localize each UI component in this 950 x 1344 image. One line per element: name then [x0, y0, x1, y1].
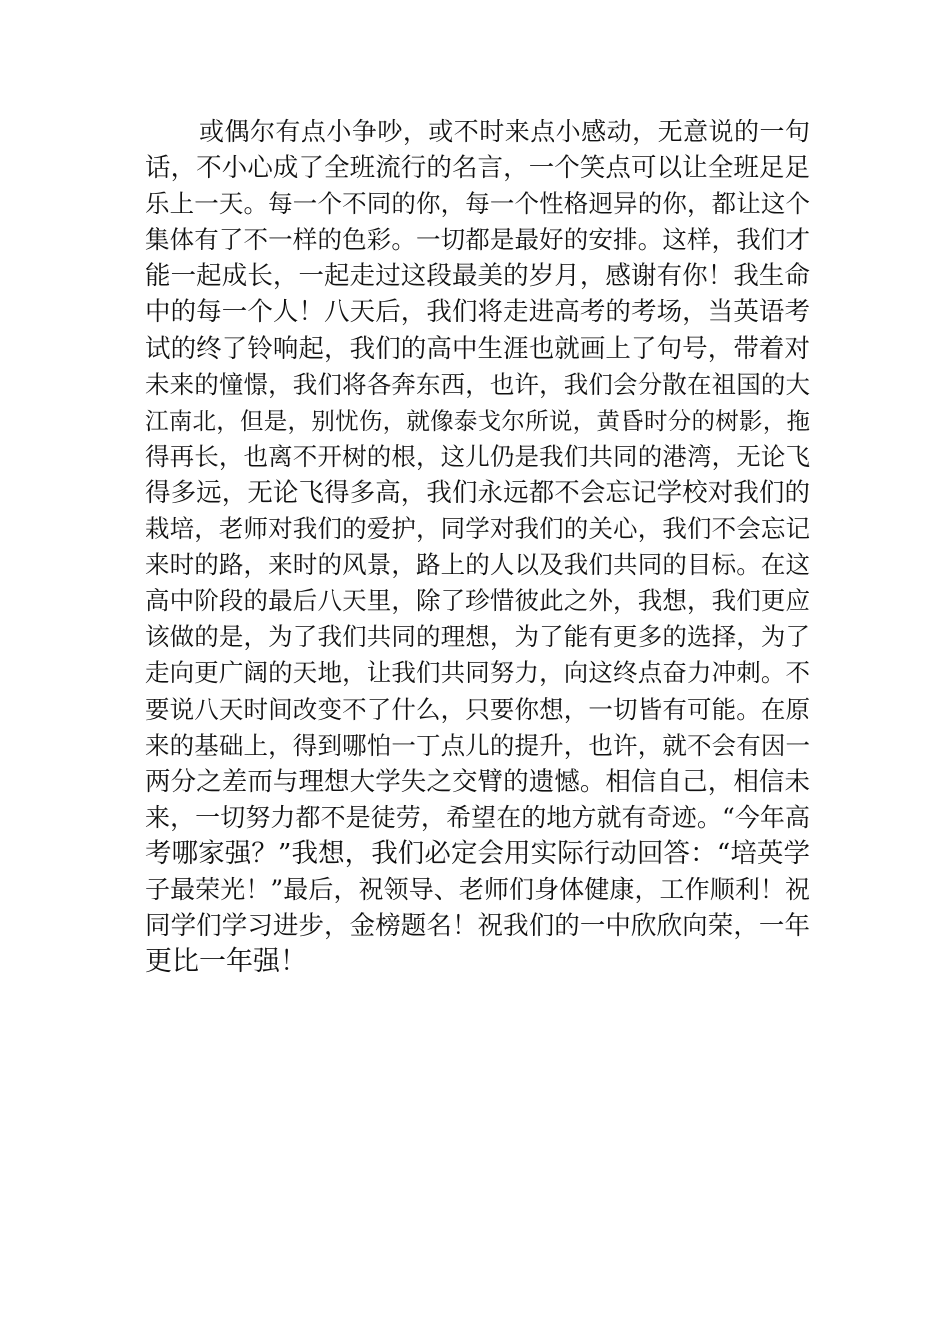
text-line: 或偶尔有点小争吵，或不时来点小感动，无意说的一句	[199, 117, 810, 146]
text-line: 该做的是，为了我们共同的理想，为了能有更多的选择，为了	[145, 622, 810, 652]
text-line: 走向更广阔的天地，让我们共同努力，向这终点奋力冲刺。不	[145, 658, 810, 688]
body-paragraph	[145, 114, 810, 980]
text-line: 乐上一天。每一个不同的你，每一个性格迥异的你，都让这个	[145, 189, 810, 219]
text-line: 更比一年强！	[145, 946, 307, 978]
text-line: 来的基础上，得到哪怕一丁点儿的提升，也许，就不会有因一	[145, 730, 810, 760]
text-line: 江南北，但是，别忧伤，就像泰戈尔所说，黄昏时分的树影，拖	[145, 406, 810, 435]
text-line: 未来的憧憬，我们将各奔东西，也许，我们会分散在祖国的大	[145, 369, 810, 399]
text-line: 两分之差而与理想大学失之交臂的遗憾。相信自己，相信未	[145, 766, 810, 797]
text-line: 子最荣光！”最后，祝领导、老师们身体健康，工作顺利！祝	[145, 874, 810, 904]
text-line: 能一起成长，一起走过这段最美的岁月，感谢有你！我生命	[145, 261, 810, 292]
text-line: 来时的路，来时的风景，路上的人以及我们共同的目标。在这	[145, 550, 810, 580]
text-line: 话，不小心成了全班流行的名言，一个笑点可以让全班足足	[145, 153, 810, 184]
text-line: 中的每一个人！八天后，我们将走进高考的考场，当英语考	[145, 297, 810, 328]
text-line: 栽培，老师对我们的爱护，同学对我们的关心，我们不会忘记	[145, 514, 810, 544]
text-line: 高中阶段的最后八天里，除了珍惜彼此之外，我想，我们更应	[145, 586, 810, 616]
text-line: 要说八天时间改变不了什么，只要你想，一切皆有可能。在原	[145, 694, 810, 724]
text-line: 试的终了铃响起，我们的高中生涯也就画上了句号，带着对	[145, 333, 810, 364]
text-line: 来，一切努力都不是徒劳，希望在的地方就有奇迹。“今年高	[145, 802, 810, 832]
text-line: 同学们学习进步，金榜题名！祝我们的一中欣欣向荣，一年	[145, 911, 810, 942]
text-line: 得多远，无论飞得多高，我们永远都不会忘记学校对我们的	[145, 477, 810, 508]
text-line: 得再长，也离不开树的根，这儿仍是我们共同的港湾，无论飞	[145, 441, 810, 471]
text-line: 集体有了不一样的色彩。一切都是最好的安排。这样，我们才	[145, 225, 810, 255]
text-line: 考哪家强？”我想，我们必定会用实际行动回答：“培英学	[145, 837, 810, 869]
